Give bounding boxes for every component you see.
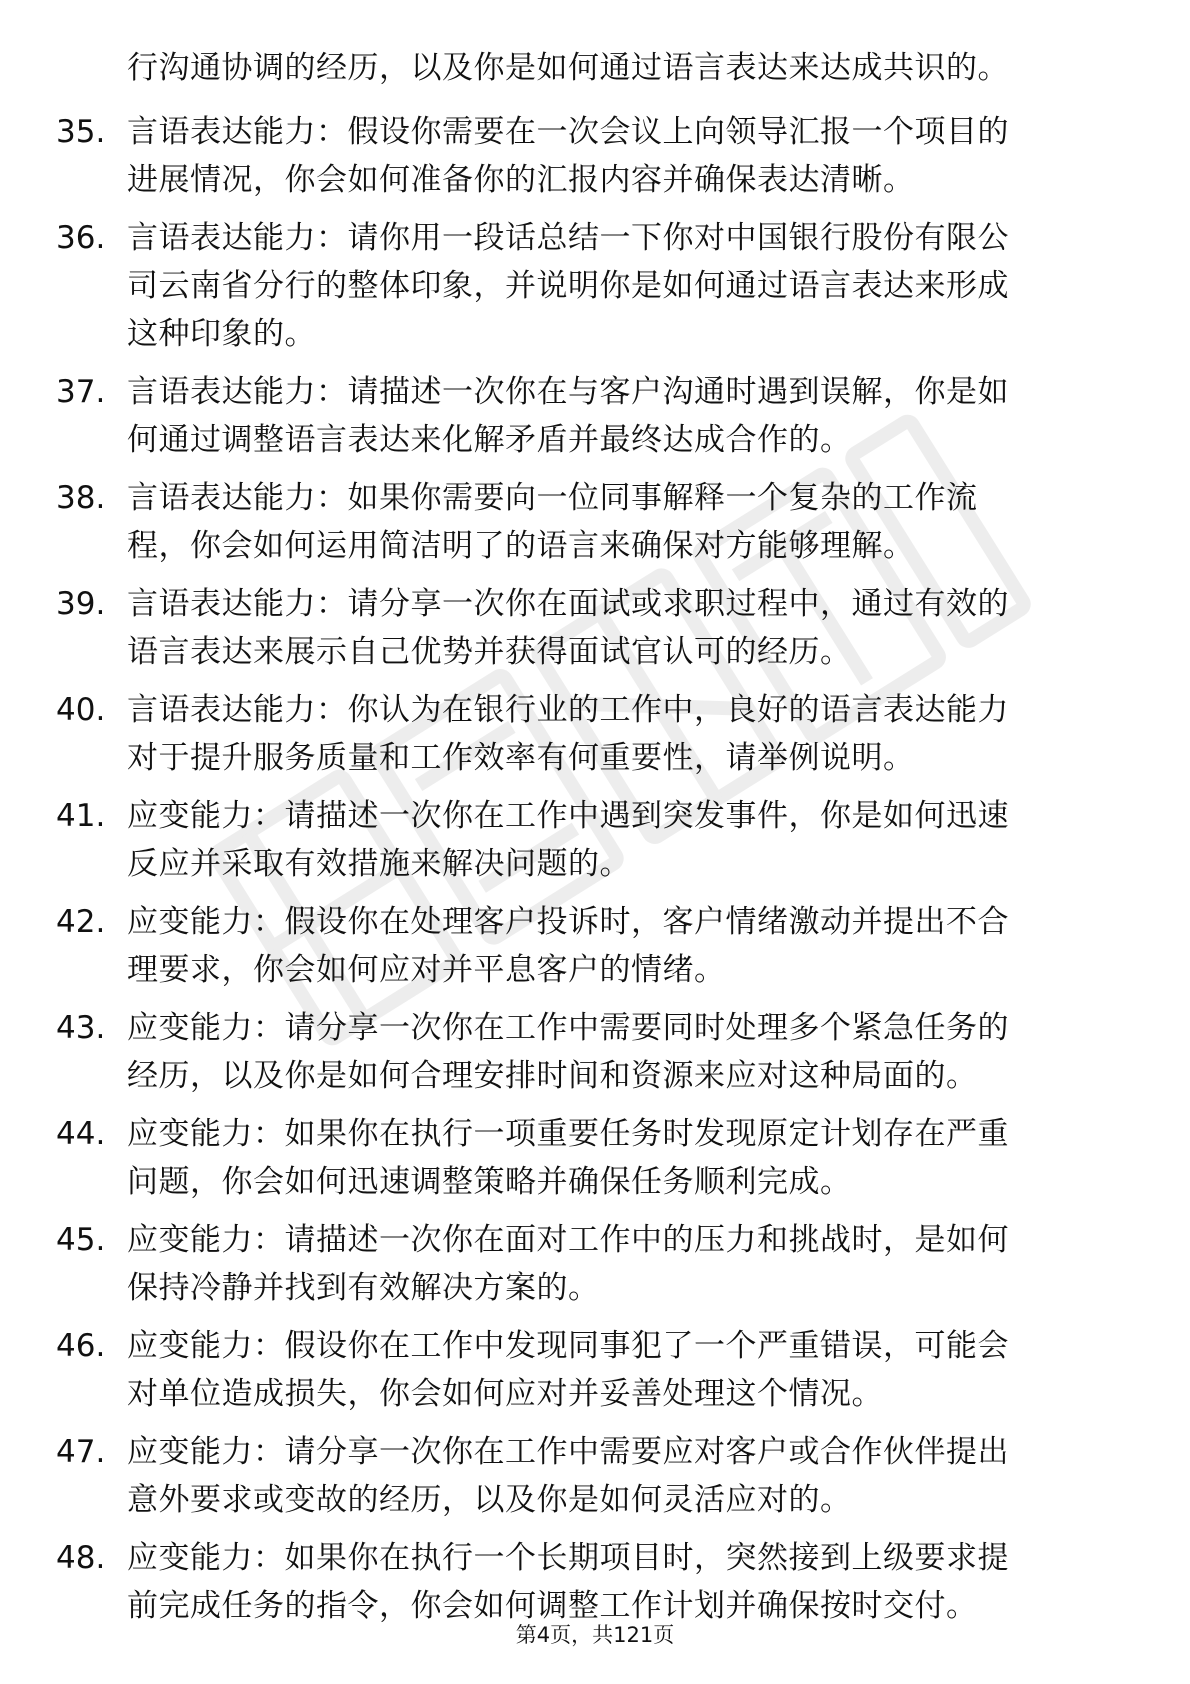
question-item [0,898,1190,994]
question-item [0,1110,1190,1206]
question-number: 36. [56,220,106,256]
continued-question-text: 行沟通协调的经历，以及你是如何通过语言表达来达成共识的。 [127,50,1009,86]
question-number: 47. [56,1434,106,1470]
question-number: 48. [56,1540,106,1576]
question-number: 44. [56,1116,106,1152]
question-text: 应变能力：请描述一次你在面对工作中的压力和挑战时，是如何 保持冷静并找到有效解决方案的。 [127,1222,1009,1306]
question-text: 应变能力：请分享一次你在工作中需要同时处理多个紧急任务的 经历，以及你是如何合理安排时间和资源来应对这种局面的。 [127,1010,1009,1094]
page-footer [0,1620,1190,1650]
question-number: 40. [56,692,106,728]
page-number-label: 第4页，共121页 [515,1623,675,1647]
question-text: 应变能力：如果你在执行一个长期项目时，突然接到上级要求提 前完成任务的指令，你会如何调整工作计划并确保按时交付。 [127,1540,1009,1624]
question-item [0,214,1190,358]
question-number: 42. [56,904,106,940]
question-item [0,474,1190,570]
question-number: 37. [56,374,106,410]
question-item [0,108,1190,204]
question-item [0,686,1190,782]
question-item [0,368,1190,464]
question-text: 言语表达能力：请分享一次你在面试或求职过程中，通过有效的 语言表达来展示自己优势并获得面试官认可的经历。 [127,586,1009,670]
question-text: 言语表达能力：你认为在银行业的工作中，良好的语言表达能力 对于提升服务质量和工作效率有何重要性，请举例说明。 [127,692,1009,776]
question-list [0,108,1190,1640]
question-text: 言语表达能力：请你用一段话总结一下你对中国银行股份有限公 司云南省分行的整体印象，并说明你是如何通过语言表达来形成 这种印象的。 [127,220,1009,352]
question-item [0,1428,1190,1524]
question-number: 38. [56,480,106,516]
question-text: 言语表达能力：假设你需要在一次会议上向领导汇报一个项目的 进展情况，你会如何准备你的汇报内容并确保表达清晰。 [127,114,1009,198]
question-item [0,1534,1190,1630]
question-text: 应变能力：如果你在执行一项重要任务时发现原定计划存在严重 问题，你会如何迅速调整策略并确保任务顺利完成。 [127,1116,1009,1200]
question-text: 言语表达能力：请描述一次你在与客户沟通时遇到误解，你是如 何通过调整语言表达来化解矛盾并最终达成合作的。 [127,374,1009,458]
question-number: 39. [56,586,106,622]
question-item [0,1216,1190,1312]
question-text: 言语表达能力：如果你需要向一位同事解释一个复杂的工作流 程，你会如何运用简洁明了的语言来确保对方能够理解。 [127,480,978,564]
question-text: 应变能力：假设你在处理客户投诉时，客户情绪激动并提出不合 理要求，你会如何应对并平息客户的情绪。 [127,904,1009,988]
question-text: 应变能力：请描述一次你在工作中遇到突发事件，你是如何迅速 反应并采取有效措施来解决问题的。 [127,798,1009,882]
question-number: 43. [56,1010,106,1046]
question-item [0,792,1190,888]
question-number: 41. [56,798,106,834]
question-item [0,1004,1190,1100]
question-number: 35. [56,114,106,150]
question-number: 46. [56,1328,106,1364]
question-item [0,580,1190,676]
question-text: 应变能力：请分享一次你在工作中需要应对客户或合作伙伴提出 意外要求或变故的经历，以及你是如何灵活应对的。 [127,1434,1009,1518]
question-item [0,1322,1190,1418]
question-number: 45. [56,1222,106,1258]
question-text: 应变能力：假设你在工作中发现同事犯了一个严重错误，可能会 对单位造成损失，你会如何应对并妥善处理这个情况。 [127,1328,1009,1412]
